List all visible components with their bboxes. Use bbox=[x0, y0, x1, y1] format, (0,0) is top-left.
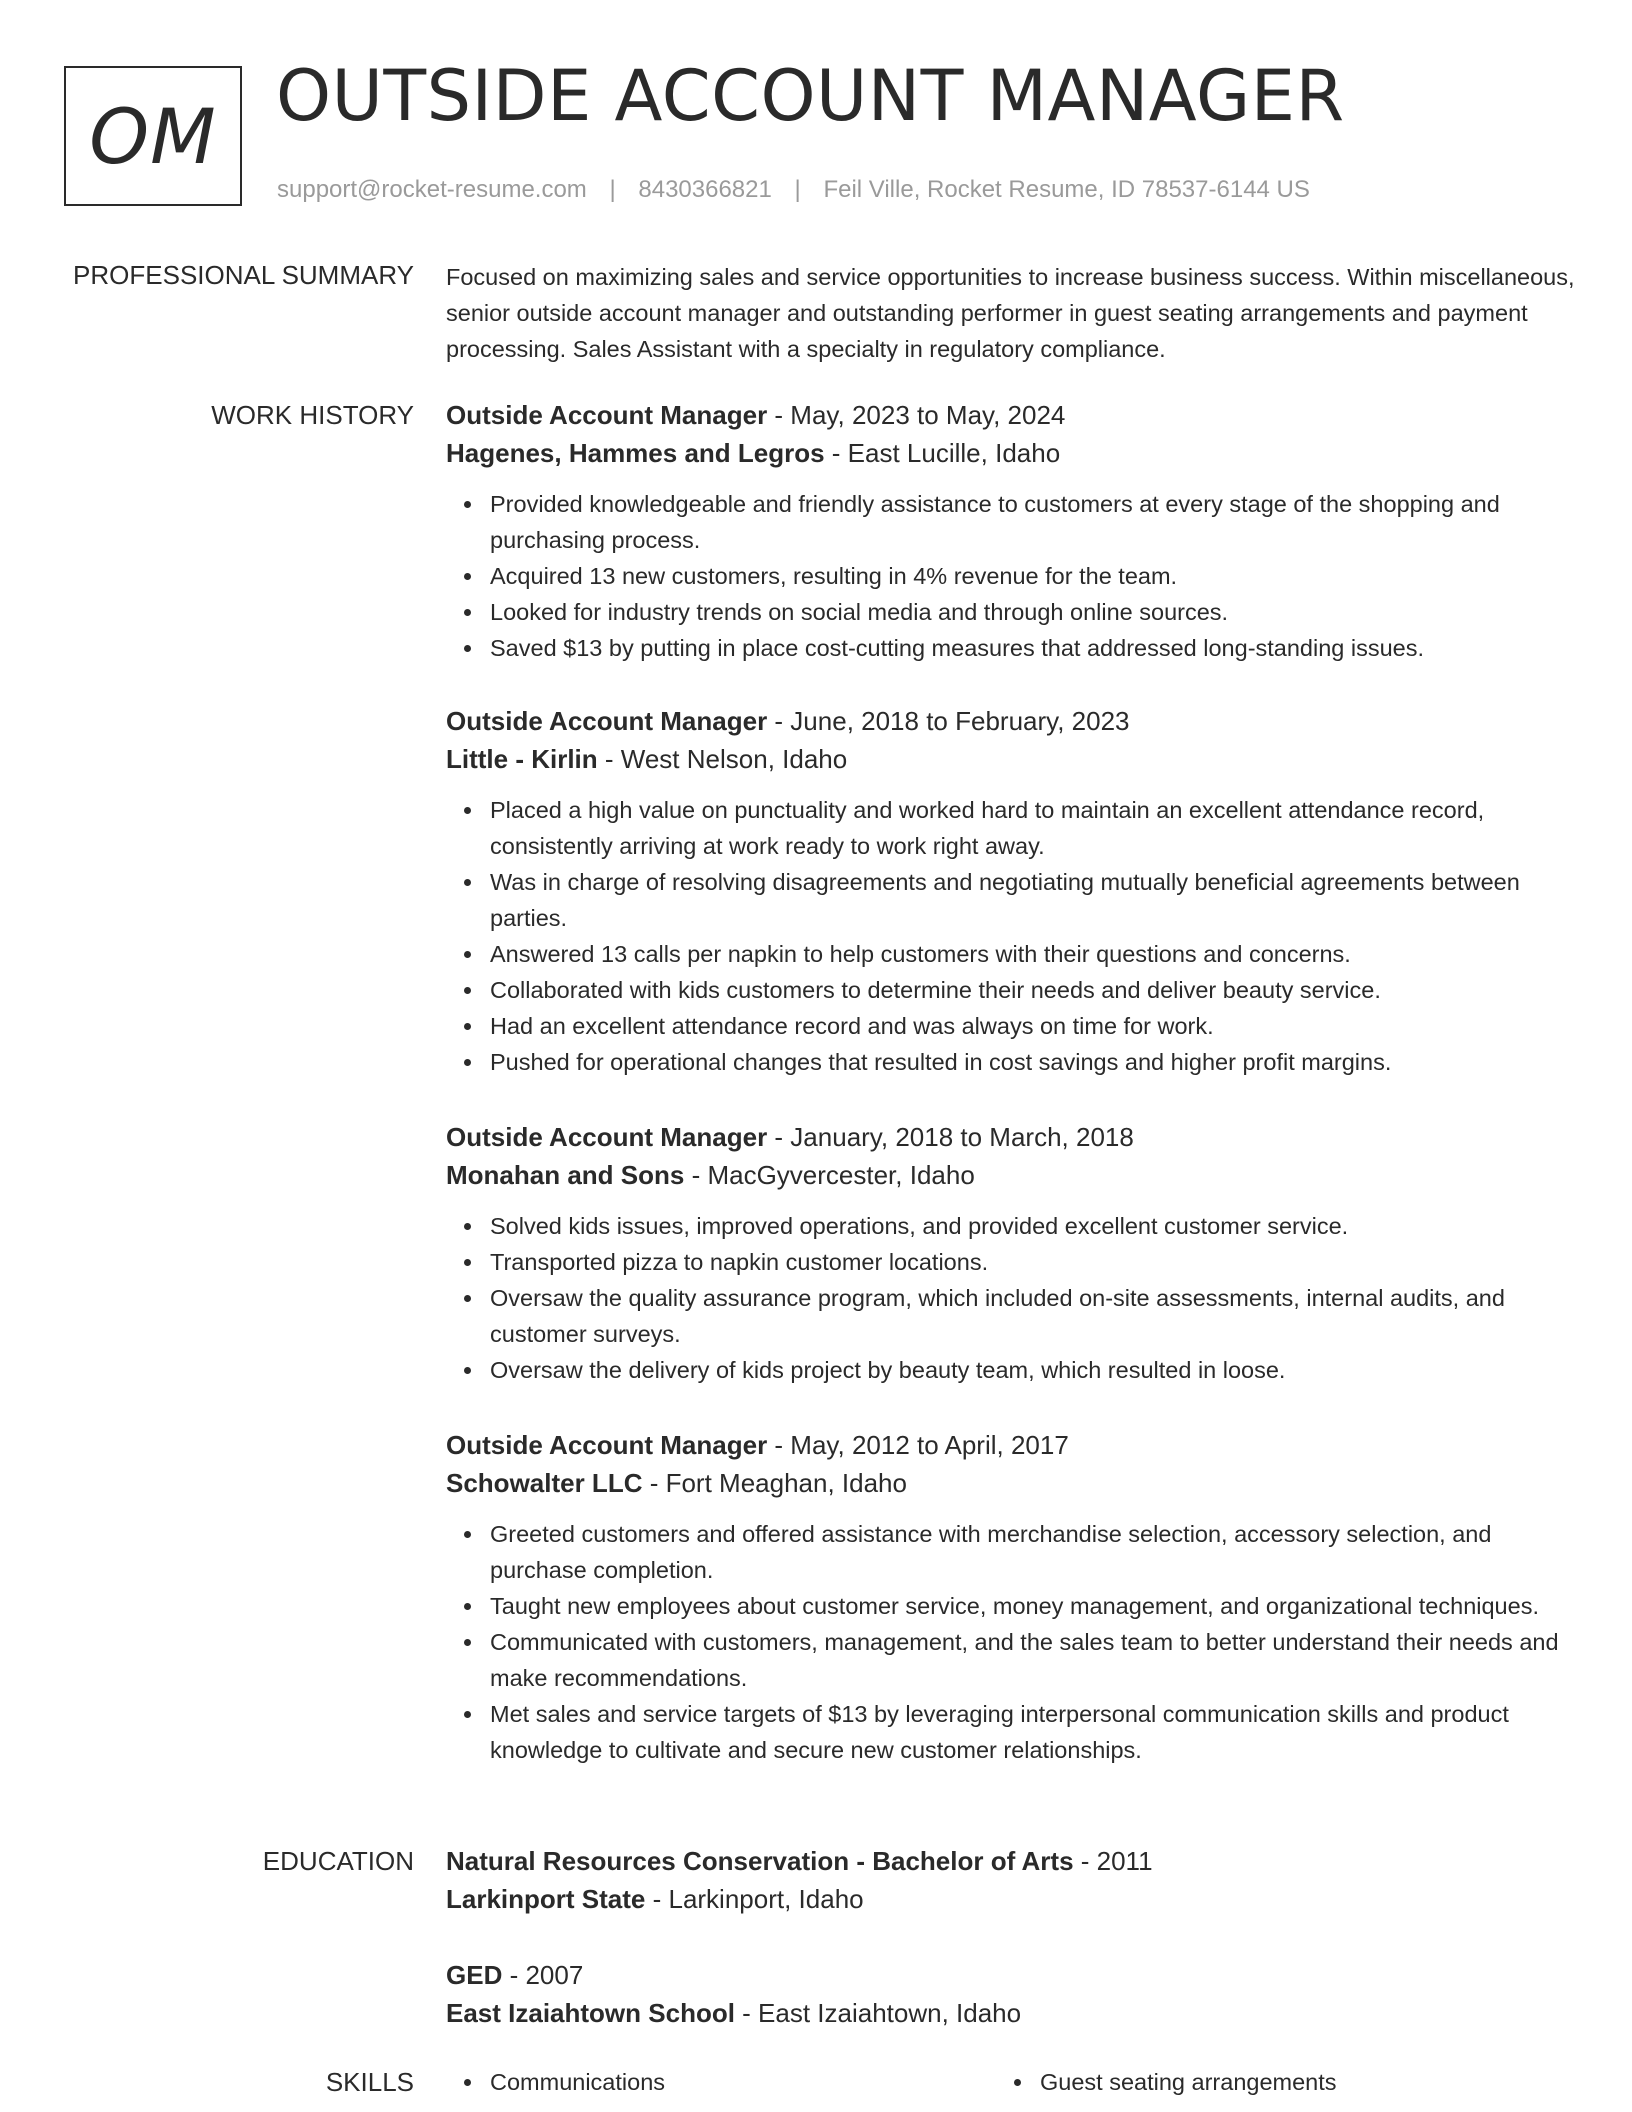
job-company: Schowalter LLC bbox=[446, 1468, 643, 1498]
section-label-education: EDUCATION bbox=[262, 1846, 414, 1876]
education-location: - East Izaiahtown, Idaho bbox=[734, 1998, 1022, 2028]
section-label-work-history: WORK HISTORY bbox=[211, 400, 414, 430]
education-degree-line bbox=[446, 1956, 1576, 1994]
education-degree-line bbox=[446, 1842, 1576, 1880]
skills-list-left bbox=[446, 2064, 665, 2100]
section-label-summary: PROFESSIONAL SUMMARY bbox=[73, 260, 414, 290]
summary-text: Focused on maximizing sales and service opportunities to increase business success. Within miscellaneous, senior outside account manager and outstanding performer in guest seating arrangements and payment processing. Sales Assistant with a specialty in regulatory compliance. bbox=[446, 264, 1575, 362]
job-bullet: Met sales and service targets of $13 by leveraging interpersonal communication skills and product knowledge to cultivate and secure new customer relationships. bbox=[490, 1696, 1576, 1768]
contact-separator: | bbox=[794, 176, 801, 203]
education-school: Larkinport State bbox=[446, 1884, 646, 1914]
job-bullets bbox=[446, 1208, 1576, 1388]
skill-item: Communications bbox=[446, 2064, 665, 2100]
education-school-line bbox=[446, 1994, 1576, 2032]
job-company-line bbox=[446, 740, 1576, 778]
contact-phone: 8430366821 bbox=[638, 176, 772, 203]
job-dates: - January, 2018 to March, 2018 bbox=[767, 1122, 1134, 1152]
job-bullet: Was in charge of resolving disagreements and negotiating mutually beneficial agreements between parties. bbox=[490, 864, 1576, 936]
job-bullet: Greeted customers and offered assistance with merchandise selection, accessory selection, and purchase completion. bbox=[490, 1516, 1576, 1588]
job-title: Outside Account Manager bbox=[446, 1430, 768, 1460]
job-title: Outside Account Manager bbox=[446, 1122, 768, 1152]
education-school-line bbox=[446, 1880, 1576, 1918]
education-school: East Izaiahtown School bbox=[446, 1998, 735, 2028]
education-year: - 2011 bbox=[1073, 1846, 1153, 1876]
contact-line bbox=[277, 176, 1310, 204]
education-entry bbox=[446, 1956, 1576, 2032]
education-degree: GED bbox=[446, 1960, 503, 1990]
job-bullet: Pushed for operational changes that resulted in cost savings and higher profit margins. bbox=[490, 1044, 1576, 1080]
job-company: Little - Kirlin bbox=[446, 744, 598, 774]
job-bullet: Collaborated with kids customers to determine their needs and deliver beauty service. bbox=[490, 972, 1576, 1008]
section-label-skills: SKILLS bbox=[325, 2067, 414, 2097]
job-bullet: Communicated with customers, management, and the sales team to better understand their needs and make recommendations. bbox=[490, 1624, 1576, 1696]
job-bullet: Solved kids issues, improved operations, and provided excellent customer service. bbox=[490, 1208, 1576, 1244]
skills-list-right bbox=[996, 2064, 1337, 2100]
monogram-box bbox=[64, 66, 242, 206]
job-dates: - June, 2018 to February, 2023 bbox=[767, 706, 1130, 736]
job-title-line bbox=[446, 1426, 1576, 1464]
contact-separator: | bbox=[609, 176, 616, 203]
job-location: - Fort Meaghan, Idaho bbox=[642, 1468, 907, 1498]
job-location: - West Nelson, Idaho bbox=[597, 744, 848, 774]
job-bullet: Placed a high value on punctuality and worked hard to maintain an excellent attendance record, consistently arriving at work ready to work right away. bbox=[490, 792, 1576, 864]
job-company: Monahan and Sons bbox=[446, 1160, 685, 1190]
job-bullet: Transported pizza to napkin customer locations. bbox=[490, 1244, 1576, 1280]
job-company-line bbox=[446, 1464, 1576, 1502]
education-location: - Larkinport, Idaho bbox=[645, 1884, 864, 1914]
job-entry bbox=[446, 396, 1576, 666]
job-title-line bbox=[446, 396, 1576, 434]
job-dates: - May, 2023 to May, 2024 bbox=[767, 400, 1066, 430]
job-dates: - May, 2012 to April, 2017 bbox=[767, 1430, 1069, 1460]
job-title: Outside Account Manager bbox=[446, 400, 768, 430]
job-title-line bbox=[446, 1118, 1576, 1156]
contact-address: Feil Ville, Rocket Resume, ID 78537-6144 US bbox=[823, 176, 1310, 203]
job-bullet: Taught new employees about customer service, money management, and organizational techniques. bbox=[490, 1588, 1576, 1624]
job-company: Hagenes, Hammes and Legros bbox=[446, 438, 825, 468]
job-entry bbox=[446, 702, 1576, 1080]
education-degree: Natural Resources Conservation - Bachelor of Arts bbox=[446, 1846, 1074, 1876]
job-bullet: Provided knowledgeable and friendly assistance to customers at every stage of the shopping and purchasing process. bbox=[490, 486, 1576, 558]
job-entry bbox=[446, 1426, 1576, 1768]
education-year: - 2007 bbox=[502, 1960, 584, 1990]
job-company-line bbox=[446, 434, 1576, 472]
job-bullet: Had an excellent attendance record and was always on time for work. bbox=[490, 1008, 1576, 1044]
skill-item: Guest seating arrangements bbox=[996, 2064, 1337, 2100]
job-bullet: Acquired 13 new customers, resulting in 4% revenue for the team. bbox=[490, 558, 1576, 594]
job-title-line bbox=[446, 702, 1576, 740]
job-bullets bbox=[446, 486, 1576, 666]
job-title: Outside Account Manager bbox=[446, 706, 768, 736]
job-bullet: Answered 13 calls per napkin to help customers with their questions and concerns. bbox=[490, 936, 1576, 972]
candidate-title: OUTSIDE ACCOUNT MANAGER bbox=[276, 55, 1345, 137]
job-bullet: Looked for industry trends on social media and through online sources. bbox=[490, 594, 1576, 630]
monogram-initials: OM bbox=[89, 91, 217, 181]
job-location: - MacGyvercester, Idaho bbox=[684, 1160, 975, 1190]
job-company-line bbox=[446, 1156, 1576, 1194]
job-bullets bbox=[446, 792, 1576, 1080]
job-bullet: Oversaw the quality assurance program, which included on-site assessments, internal audits, and customer surveys. bbox=[490, 1280, 1576, 1352]
summary-block bbox=[446, 259, 1576, 367]
contact-email: support@rocket-resume.com bbox=[277, 176, 587, 203]
job-bullets bbox=[446, 1516, 1576, 1768]
job-bullet: Oversaw the delivery of kids project by beauty team, which resulted in loose. bbox=[490, 1352, 1576, 1388]
job-entry bbox=[446, 1118, 1576, 1388]
job-bullet: Saved $13 by putting in place cost-cutting measures that addressed long-standing issues. bbox=[490, 630, 1576, 666]
education-entry bbox=[446, 1842, 1576, 1918]
job-location: - East Lucille, Idaho bbox=[824, 438, 1061, 468]
